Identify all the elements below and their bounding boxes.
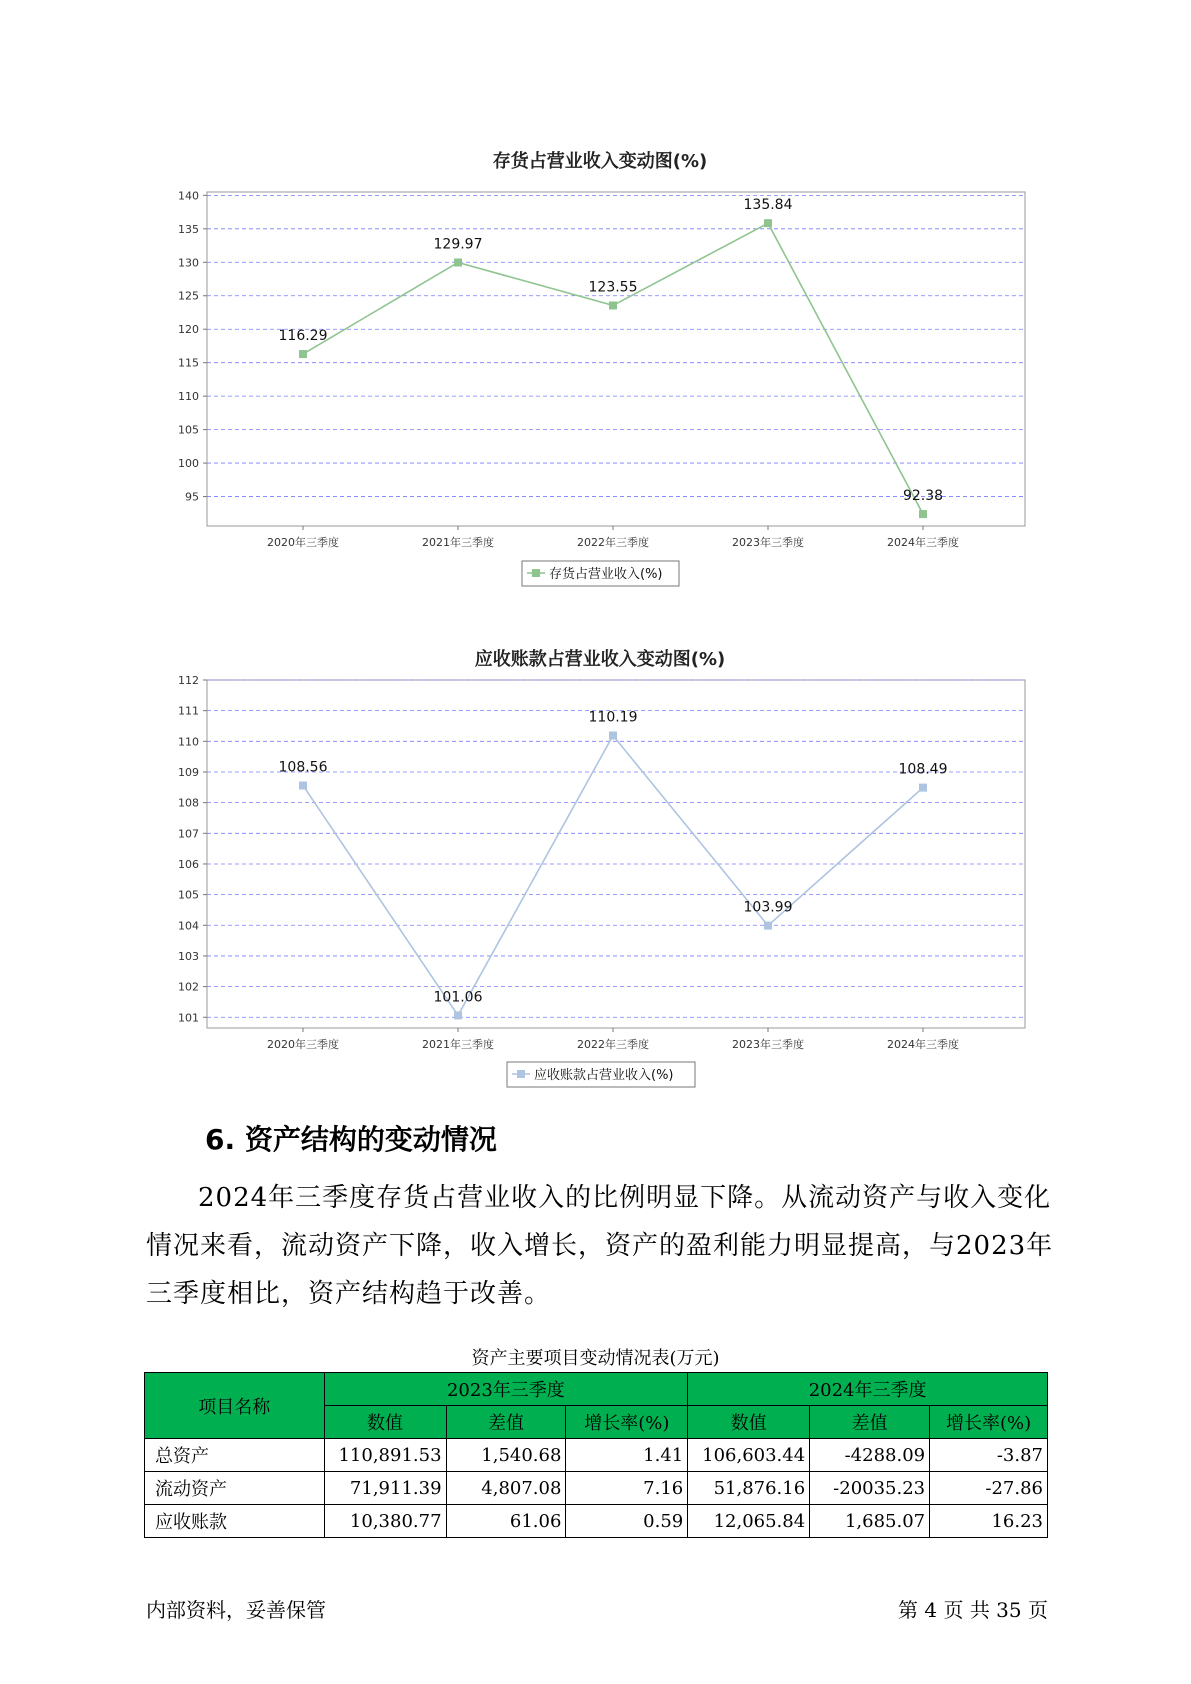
section-heading: 6. 资产结构的变动情况 (205, 1123, 497, 1156)
table-cell: -4288.09 (810, 1439, 930, 1472)
data-label: 92.38 (902, 488, 944, 505)
table-cell: -27.86 (930, 1472, 1048, 1505)
data-point (919, 784, 927, 792)
y-tick-label: 101 (178, 1011, 199, 1025)
x-tick-label: 2021年三季度 (422, 1038, 494, 1051)
y-tick-label: 110 (178, 390, 199, 404)
subheader-cell: 差值 (810, 1406, 930, 1439)
y-tick-label: 125 (178, 289, 199, 303)
legend-label: 存货占营业收入(%) (549, 567, 663, 582)
x-tick-label: 2024年三季度 (887, 536, 959, 549)
y-tick-label: 100 (178, 457, 199, 471)
data-point (764, 922, 772, 930)
table-cell: -3.87 (930, 1439, 1048, 1472)
header-group-2024: 2024年三季度 (688, 1373, 1048, 1406)
subheader-cell: 增长率(%) (566, 1406, 688, 1439)
row-name: 应收账款 (145, 1505, 325, 1538)
footer-confidential: 内部资料，妥善保管 (146, 1598, 326, 1622)
header-group-2023: 2023年三季度 (324, 1373, 688, 1406)
data-label: 129.97 (433, 236, 483, 253)
table-cell: 16.23 (930, 1505, 1048, 1538)
y-tick-label: 112 (178, 674, 199, 687)
data-point (299, 781, 307, 789)
subheader-cell: 数值 (324, 1406, 446, 1439)
chart-title: 应收账款占营业收入变动图(%) (474, 649, 726, 670)
subheader-cell: 差值 (446, 1406, 566, 1439)
table-header-row (145, 1373, 1048, 1406)
data-label: 116.29 (278, 328, 328, 345)
legend-marker (517, 1070, 525, 1078)
body-paragraph: 2024年三季度存货占营业收入的比例明显下降。从流动资产与收入变化情况来看，流动资产下降，收入增长，资产的盈利能力明显提高，与2023年三季度相比，资产结构趋于改善。 (146, 1183, 1054, 1309)
y-tick-label: 110 (178, 735, 199, 749)
table-cell: 106,603.44 (688, 1439, 810, 1472)
chart-title: 存货占营业收入变动图(%) (492, 151, 708, 172)
y-tick-label: 120 (178, 323, 199, 337)
asset-change-table (144, 1372, 1048, 1538)
y-tick-label: 107 (178, 827, 199, 841)
y-tick-label: 135 (178, 222, 199, 236)
table-cell: 71,911.39 (324, 1472, 446, 1505)
table-row (145, 1472, 1048, 1505)
y-tick-label: 106 (178, 857, 199, 871)
table-cell: 1,540.68 (446, 1439, 566, 1472)
table-cell: 1,685.07 (810, 1505, 930, 1538)
y-tick-label: 102 (178, 980, 199, 994)
y-tick-label: 111 (178, 704, 199, 718)
x-tick-label: 2022年三季度 (577, 536, 649, 549)
x-tick-label: 2021年三季度 (422, 536, 494, 549)
data-label: 103.99 (743, 899, 793, 916)
y-tick-label: 103 (178, 949, 199, 963)
table-cell: 7.16 (566, 1472, 688, 1505)
x-tick-label: 2020年三季度 (267, 1038, 339, 1051)
y-tick-label: 130 (178, 256, 199, 270)
y-tick-label: 108 (178, 796, 199, 810)
data-label: 110.19 (588, 709, 638, 726)
y-tick-label: 115 (178, 356, 199, 370)
row-name: 总资产 (145, 1439, 325, 1472)
row-name: 流动资产 (145, 1472, 325, 1505)
y-tick-label: 95 (185, 490, 199, 504)
table-row (145, 1505, 1048, 1538)
table-caption: 资产主要项目变动情况表(万元) (471, 1348, 720, 1369)
table-cell: 51,876.16 (688, 1472, 810, 1505)
x-tick-label: 2024年三季度 (887, 1038, 959, 1051)
table-cell: 10,380.77 (324, 1505, 446, 1538)
data-label: 108.49 (898, 761, 948, 778)
table-cell: 61.06 (446, 1505, 566, 1538)
data-label: 101.06 (433, 989, 483, 1006)
table-cell: -20035.23 (810, 1472, 930, 1505)
data-point (454, 1011, 462, 1019)
table-row (145, 1439, 1048, 1472)
y-tick-label: 105 (178, 423, 199, 437)
data-label: 123.55 (588, 279, 638, 296)
x-tick-label: 2020年三季度 (267, 536, 339, 549)
x-tick-label: 2022年三季度 (577, 1038, 649, 1051)
data-point (609, 731, 617, 739)
data-label: 108.56 (278, 759, 328, 776)
y-tick-label: 105 (178, 888, 199, 902)
footer-page-number: 第 4 页 共 35 页 (898, 1598, 1048, 1622)
legend-label: 应收账款占营业收入(%) (534, 1068, 674, 1083)
table-cell: 12,065.84 (688, 1505, 810, 1538)
y-axis-ticks (178, 674, 207, 1024)
header-item-name: 项目名称 (145, 1373, 325, 1439)
table-cell: 4,807.08 (446, 1472, 566, 1505)
x-tick-label: 2023年三季度 (732, 1038, 804, 1051)
y-tick-label: 109 (178, 765, 199, 779)
y-tick-label: 140 (178, 189, 199, 203)
data-label: 135.84 (743, 197, 793, 214)
legend (507, 1062, 695, 1087)
table-cell: 0.59 (566, 1505, 688, 1538)
x-tick-label: 2023年三季度 (732, 536, 804, 549)
subheader-cell: 增长率(%) (930, 1406, 1048, 1439)
x-axis-ticks (267, 1028, 959, 1051)
table-cell: 110,891.53 (324, 1439, 446, 1472)
subheader-cell: 数值 (688, 1406, 810, 1439)
y-tick-label: 104 (178, 919, 199, 933)
table-cell: 1.41 (566, 1439, 688, 1472)
